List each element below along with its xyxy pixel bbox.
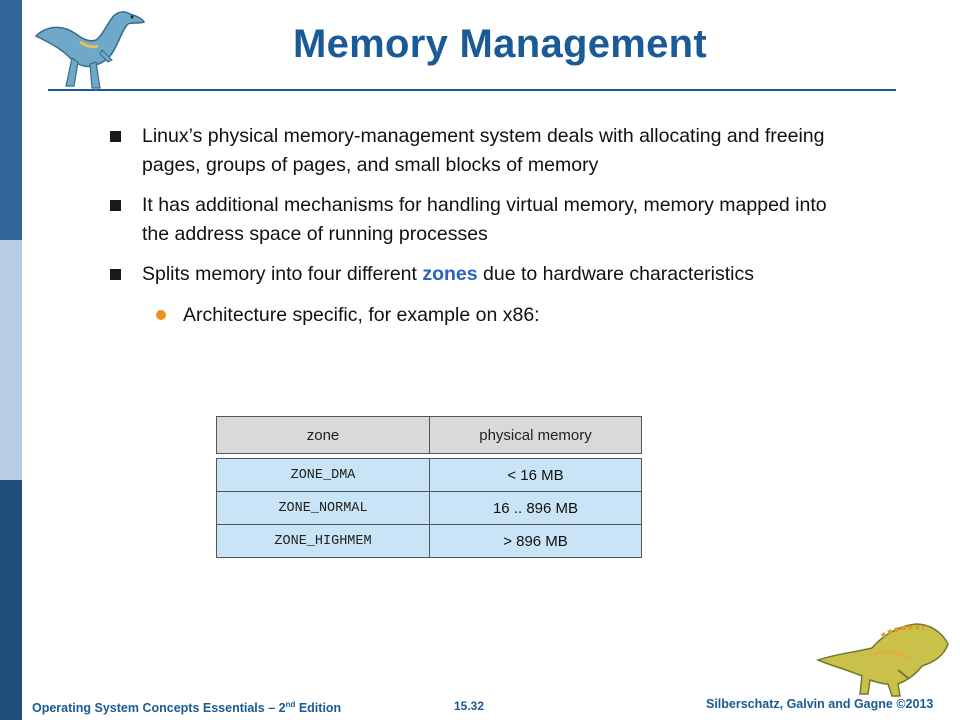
round-bullet-icon: [156, 310, 166, 320]
memory-range-cell: > 896 MB: [503, 532, 568, 550]
bullet-item: [108, 122, 828, 179]
bullet-text-before: Splits memory into four different: [142, 263, 423, 285]
square-bullet-icon: [110, 200, 121, 211]
header-physical-memory: physical memory: [479, 426, 592, 444]
bullet-item: [108, 260, 828, 289]
sidebar-light-segment: [0, 240, 22, 480]
footer-authors: Silberschatz, Galvin and Gagne ©2013: [706, 697, 934, 711]
sub-bullet-item: [108, 301, 828, 329]
title-underline: [48, 89, 896, 91]
zone-name-cell: ZONE_DMA: [217, 459, 430, 491]
square-bullet-icon: [110, 269, 121, 280]
table-body: [216, 458, 642, 558]
slide-content: [108, 122, 828, 329]
square-bullet-icon: [110, 131, 121, 142]
footer-book-title: Operating System Concepts Essentials – 2nd Edition: [32, 700, 342, 716]
zone-table: [216, 416, 642, 558]
header-zone: zone: [217, 417, 430, 453]
bullet-item: [108, 191, 828, 248]
bullet-text: Linux’s physical memory-management system deals with allocating and freeing pages, groups of pages, and small blocks of memory: [142, 125, 825, 176]
sub-bullet-text: Architecture specific, for example on x86:: [183, 303, 540, 326]
table-row: [217, 491, 641, 524]
table-row: [217, 524, 641, 557]
bullet-text: It has additional mechanisms for handling virtual memory, memory mapped into the address space of running processes: [142, 194, 827, 245]
memory-range-cell: 16 .. 896 MB: [492, 499, 579, 517]
zone-name-cell: ZONE_HIGHMEM: [217, 525, 430, 557]
memory-range-cell: < 16 MB: [507, 466, 564, 484]
bullet-text-after: due to hardware characteristics: [477, 263, 754, 285]
left-sidebar: [0, 0, 22, 720]
zones-highlight: zones: [422, 263, 478, 285]
dinosaur-bottom-icon: [812, 614, 952, 700]
table-header-row: [216, 416, 642, 454]
dinosaur-top-icon: [32, 6, 148, 92]
table-row: [217, 459, 641, 491]
sidebar-dark-segment: [0, 480, 22, 720]
zone-name-cell: ZONE_NORMAL: [217, 492, 430, 524]
slide-title: Memory Management: [292, 22, 708, 66]
footer-page-number: 15.32: [454, 699, 485, 713]
